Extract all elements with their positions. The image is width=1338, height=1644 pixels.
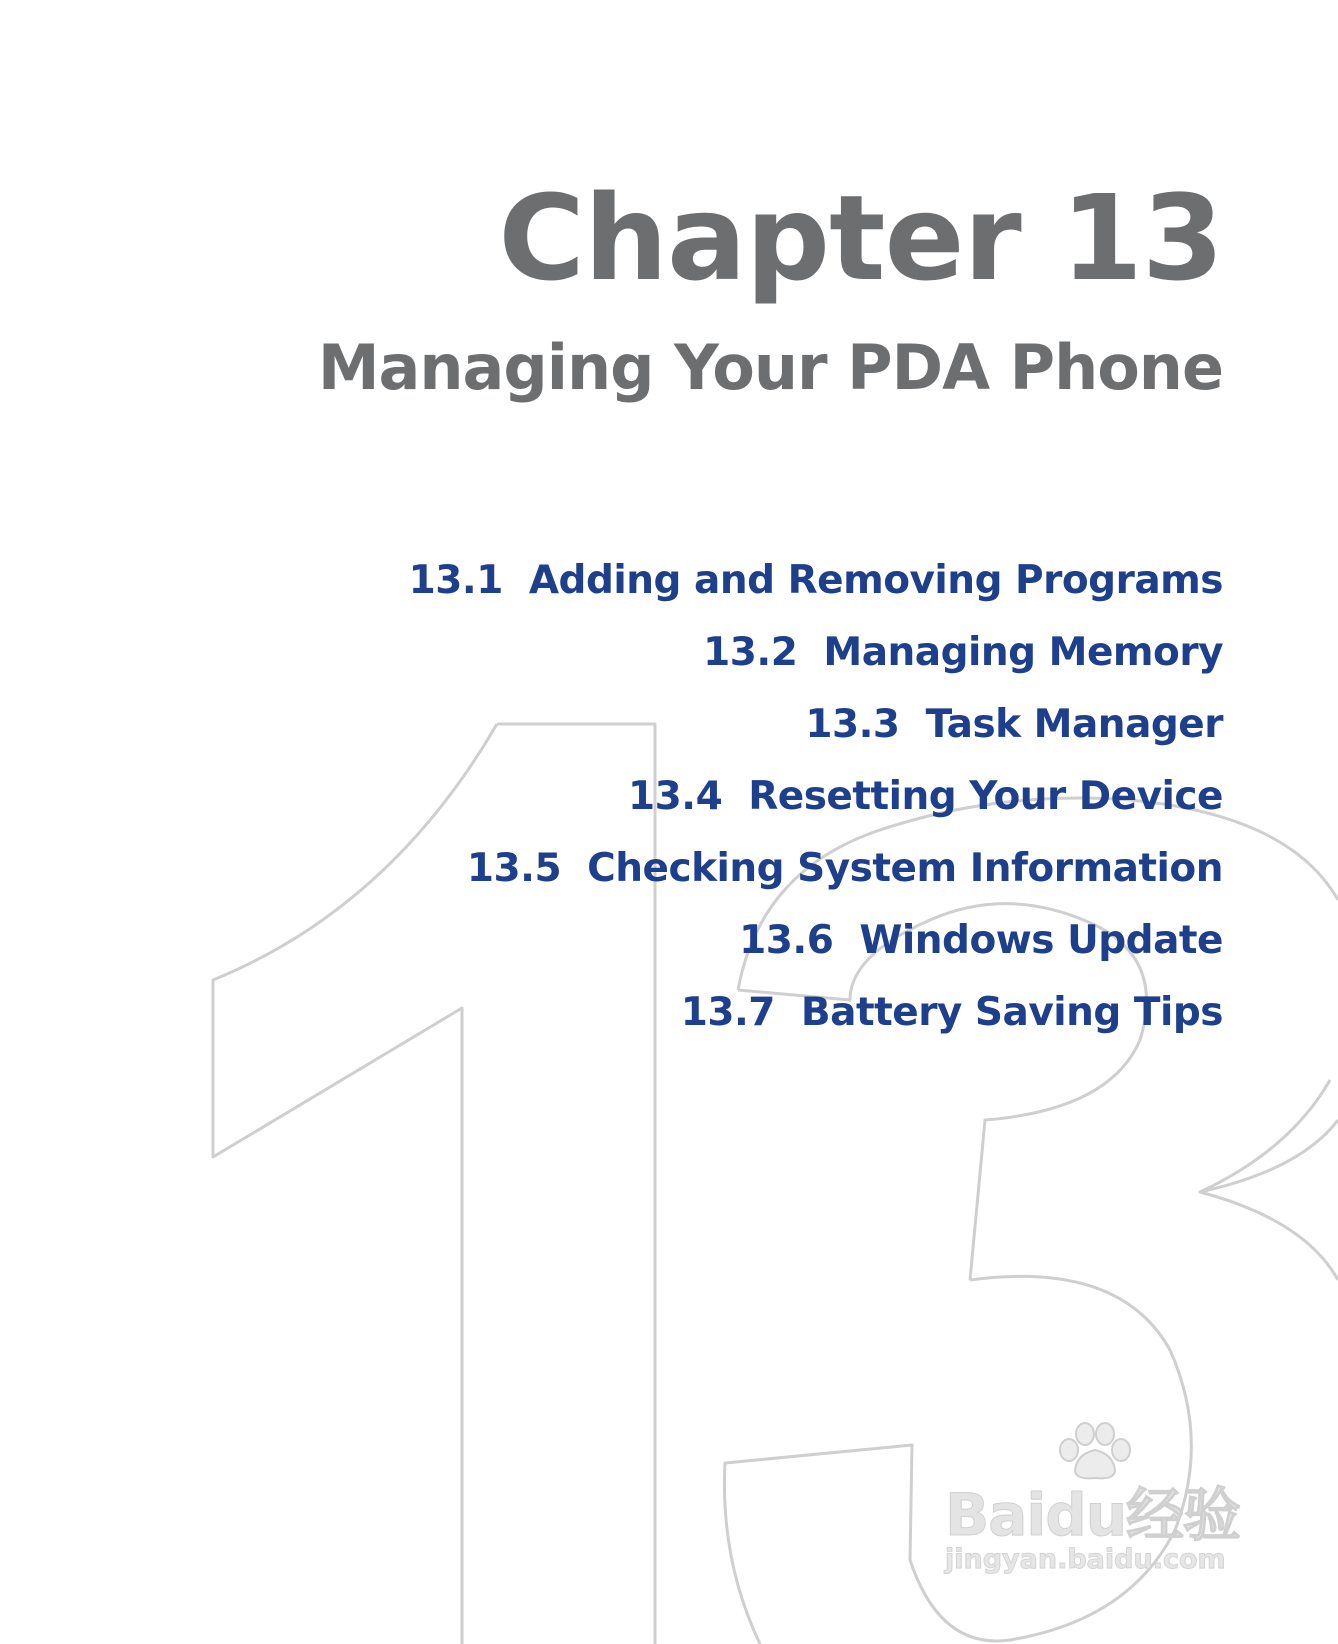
toc-item-13-5[interactable]: [409, 846, 1223, 918]
toc-label: Resetting Your Device: [748, 774, 1223, 819]
toc-item-13-4[interactable]: [409, 774, 1223, 846]
toc-number: 13.3: [805, 702, 900, 747]
chapter-subtitle: Managing Your PDA Phone: [317, 331, 1223, 405]
toc-number: 13.7: [680, 990, 775, 1035]
toc-number: 13.5: [466, 846, 562, 891]
table-of-contents: [409, 558, 1223, 1062]
toc-number: 13.1: [408, 558, 503, 603]
toc-label: Windows Update: [859, 918, 1223, 963]
watermark-logo-text: Baidu经验: [945, 1481, 1241, 1549]
toc-item-13-6[interactable]: [409, 918, 1223, 990]
toc-number: 13.6: [739, 918, 834, 963]
toc-item-13-3[interactable]: [409, 702, 1223, 774]
toc-item-13-1[interactable]: [409, 558, 1223, 630]
toc-label: Managing Memory: [823, 630, 1223, 675]
toc-label: Adding and Removing Programs: [528, 558, 1223, 603]
chapter-title: Chapter 13: [498, 169, 1223, 308]
toc-item-13-2[interactable]: [409, 630, 1223, 702]
toc-item-13-7[interactable]: [409, 990, 1223, 1062]
toc-label: Task Manager: [925, 702, 1223, 747]
baidu-watermark: [945, 1420, 1265, 1600]
toc-number: 13.4: [627, 774, 723, 819]
toc-label: Battery Saving Tips: [800, 990, 1223, 1035]
watermark-url: jingyan.baidu.com: [945, 1544, 1226, 1575]
toc-label: Checking System Information: [587, 846, 1223, 891]
toc-number: 13.2: [703, 630, 798, 675]
